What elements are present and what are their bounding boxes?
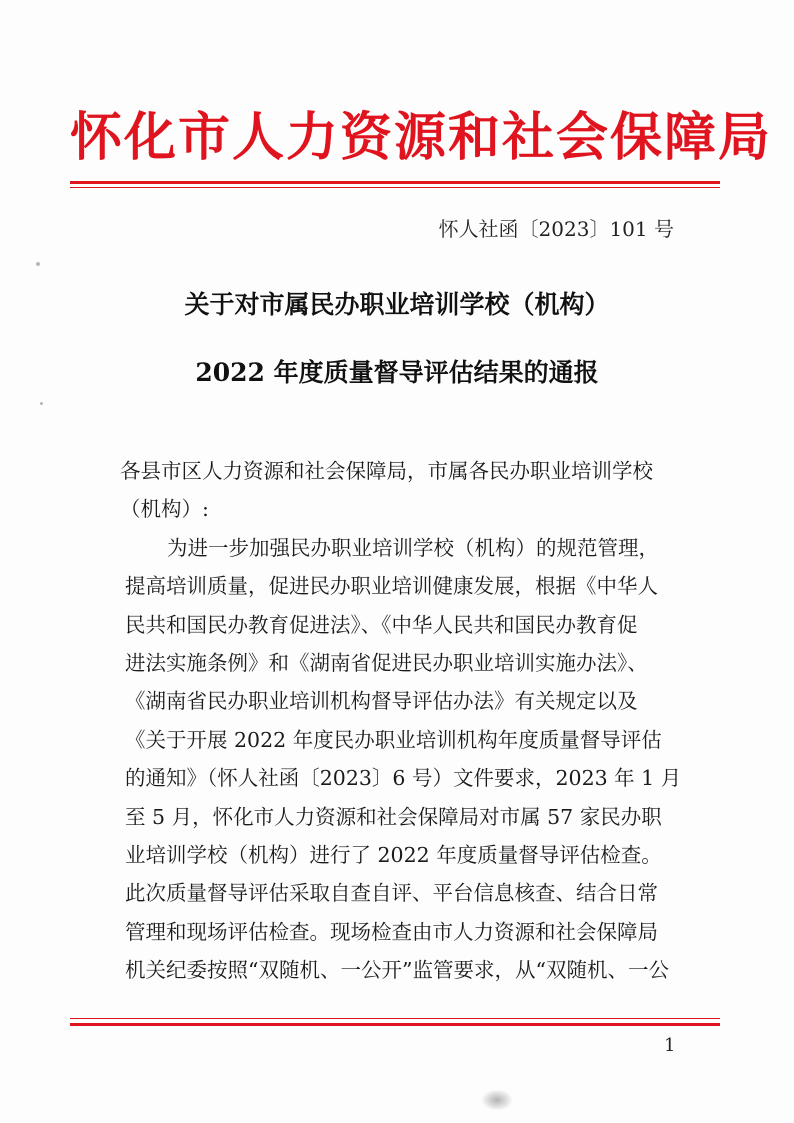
body-line: 民共和国民办教育促进法》、《中华人民共和国民办教育促	[125, 612, 638, 637]
body-line: 业培训学校（机构）进行了 2022 年度质量督导评估检查。	[125, 842, 662, 867]
header-red-rule	[70, 181, 720, 184]
document-number: 怀人社函〔2023〕101 号	[438, 217, 674, 241]
body-line: 管理和现场评估检查。现场检查由市人力资源和社会保障局	[125, 919, 658, 944]
body-line: 进法实施条例》和《湖南省促进民办职业培训实施办法》、	[125, 650, 648, 675]
footer-red-rule-thin	[70, 1018, 720, 1019]
body-line: 的通知》（怀人社函〔2023〕6 号）文件要求，2023 年 1 月	[125, 766, 682, 791]
body-line: 为进一步加强民办职业培训学校（机构）的规范管理，	[167, 535, 659, 560]
issuing-organization-header: 怀化市人力资源和社会保障局	[70, 108, 773, 168]
document-title-line-2: 2022 年度质量督导评估结果的通报	[195, 358, 599, 387]
scan-smudge	[482, 1090, 512, 1110]
body-line: 各县市区人力资源和社会保障局，市属各民办职业培训学校	[120, 459, 653, 483]
body-line: 提高培训质量，促进民办职业培训健康发展，根据《中华人	[125, 574, 658, 599]
document-body	[120, 452, 685, 989]
body-line: 此次质量督导评估采取自查自评、平台信息核查、结合日常	[125, 881, 658, 906]
scan-dot-mark	[36, 262, 40, 266]
body-line: 机关纪委按照“双随机、一公开”监管要求，从“双随机、一公	[125, 958, 669, 983]
body-line: （机构）:	[120, 497, 209, 522]
body-line: 《湖南省民办职业培训机构督导评估办法》有关规定以及	[125, 689, 638, 714]
scan-dot-mark	[40, 402, 43, 405]
header-red-rule-thin	[70, 187, 720, 188]
body-line: 《关于开展 2022 年度民办职业培训机构年度质量督导评估	[125, 727, 662, 752]
page-number: 1	[664, 1035, 676, 1056]
document-title-line-1: 关于对市属民办职业培训学校（机构）	[184, 290, 610, 319]
footer-red-rule	[70, 1023, 720, 1026]
body-line: 至 5 月，怀化市人力资源和社会保障局对市属 57 家民办职	[125, 804, 662, 829]
